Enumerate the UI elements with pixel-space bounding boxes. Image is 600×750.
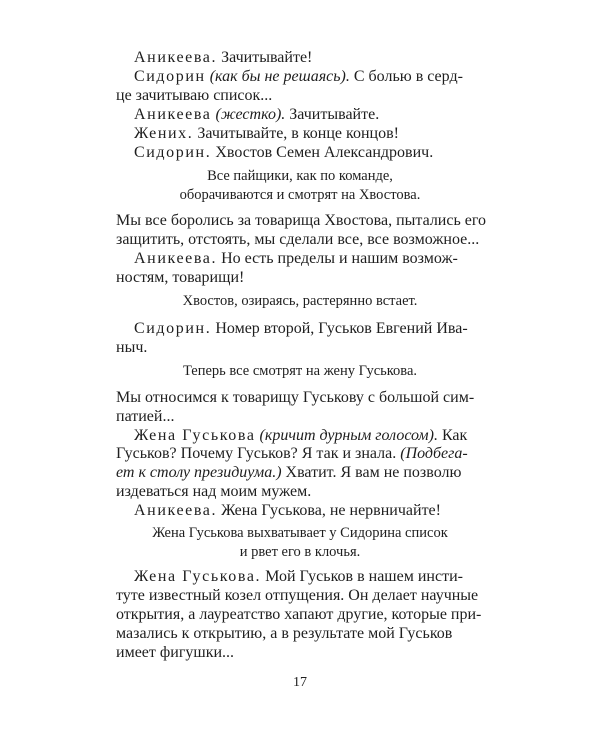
line-text: Мой Гуськов в нашем инсти- <box>261 568 463 585</box>
dialogue-line <box>116 444 556 463</box>
dialogue-line <box>134 319 554 338</box>
dialogue-line <box>116 388 556 407</box>
stage-direction <box>0 167 600 205</box>
line-text: Номер второй, Гуськов Евгений Ива- <box>211 320 468 337</box>
line-text: Зачитывайте. <box>285 106 380 123</box>
line-text: це зачитываю список... <box>116 87 273 104</box>
dialogue-line <box>116 605 556 624</box>
stage-direction-line: и рвет его в клочья. <box>239 544 361 560</box>
line-text: издеваться над моим мужем. <box>116 483 312 500</box>
dialogue-line <box>134 48 554 67</box>
line-text: Но есть пределы и нашим возмож- <box>217 250 458 267</box>
line-text: Жена Гуськова, не нервничайте! <box>217 502 441 519</box>
dialogue-line <box>134 124 554 143</box>
dialogue-line <box>116 586 556 605</box>
stage-remark: (кричит дурным голосом). <box>259 427 438 444</box>
stage-direction-line: Хвостов, озираясь, растерянно встает. <box>182 293 418 309</box>
line-text: Мы относимся к товарищу Гуськову с большой сим- <box>116 389 475 406</box>
speaker-name: Жена Гуськова. <box>134 568 262 585</box>
stage-direction <box>0 524 600 562</box>
speaker-name: Сидорин. <box>134 320 212 337</box>
line-text: ныч. <box>116 339 148 356</box>
speaker-name: Аникеева. <box>134 250 218 267</box>
line-text: Зачитывайте, в конце концов! <box>193 125 399 142</box>
speaker-name: Аникеева. <box>134 502 218 519</box>
line-text: открытия, а лауреатство хапают другие, которые при- <box>116 606 482 623</box>
dialogue-line <box>116 268 556 287</box>
line-text: Хватит. Я вам не позволю <box>281 464 462 481</box>
speaker-name: Сидорин. <box>134 144 212 161</box>
speaker-name: Аникеева <box>134 106 212 123</box>
speaker-name: Жених. <box>134 125 194 142</box>
speaker-name: Сидорин <box>134 68 206 85</box>
stage-remark: (как бы не решаясь). <box>209 68 350 85</box>
line-text: мазались к открытию, а в результате мой Гуськов <box>116 625 453 642</box>
stage-direction-line: оборачиваются и смотрят на Хвостова. <box>179 187 421 203</box>
stage-direction-line: Жена Гуськова выхватывает у Сидорина список <box>152 525 448 541</box>
line-text: Как <box>437 427 468 444</box>
line-text: Зачитывайте! <box>217 49 313 66</box>
stage-remark: ет к столу президиума.) <box>116 464 282 481</box>
dialogue-line <box>116 482 556 501</box>
line-text: ностям, товарищи! <box>116 269 245 286</box>
line-text: туте известный козел отпущения. Он делает научные <box>116 587 479 604</box>
dialogue-line <box>134 105 554 124</box>
stage-direction <box>0 362 600 381</box>
line-text: Гуськов? Почему Гуськов? Я так и знала. <box>116 445 397 462</box>
dialogue-line <box>116 407 556 426</box>
page-number: 17 <box>293 675 307 690</box>
line-text: С болью в серд- <box>349 68 463 85</box>
stage-direction <box>0 292 600 311</box>
dialogue-line <box>116 86 556 105</box>
speaker-name: Жена Гуськова <box>134 427 256 444</box>
dialogue-line <box>116 211 556 230</box>
dialogue-line <box>116 643 556 662</box>
line-text: имеет фигушки... <box>116 644 235 661</box>
line-text: патией... <box>116 408 175 425</box>
dialogue-line <box>116 230 556 249</box>
stage-direction-line: Все пайщики, как по команде, <box>207 168 393 184</box>
line-text: Мы все боролись за товарища Хвостова, пытались его <box>116 212 487 229</box>
dialogue-line <box>116 338 556 357</box>
stage-direction-line: Теперь все смотрят на жену Гуськова. <box>182 363 418 379</box>
dialogue-line <box>116 624 556 643</box>
dialogue-line <box>134 426 554 445</box>
dialogue-line <box>134 143 554 162</box>
dialogue-line <box>134 501 554 520</box>
dialogue-line <box>134 567 554 586</box>
dialogue-line <box>134 249 554 268</box>
dialogue-line <box>116 463 556 482</box>
stage-remark: (Подбега- <box>400 445 468 462</box>
stage-remark: (жестко). <box>215 106 286 123</box>
dialogue-line <box>134 67 554 86</box>
line-text: Хвостов Семен Александрович. <box>211 144 434 161</box>
speaker-name: Аникеева. <box>134 49 218 66</box>
line-text: защитить, отстоять, мы сделали все, все возможное... <box>116 231 480 248</box>
